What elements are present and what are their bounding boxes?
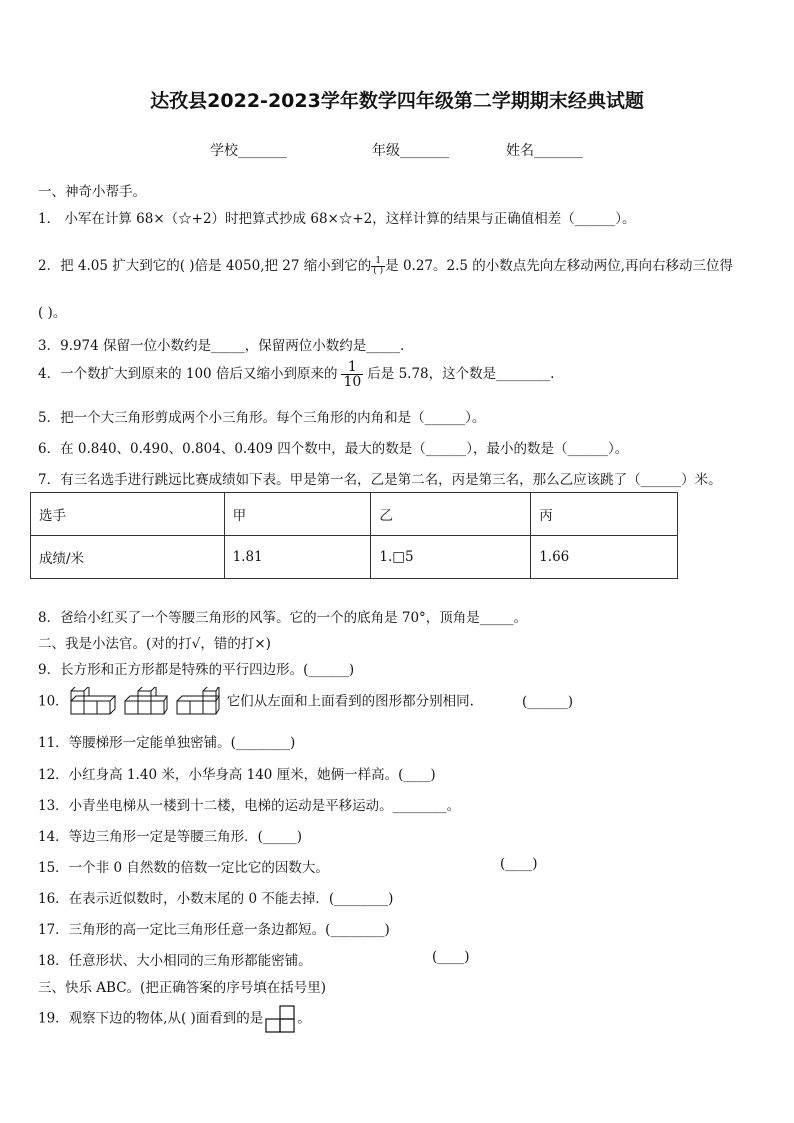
cube-figure-2-icon: [123, 687, 169, 717]
question-18: 18．任意形状、大小相同的三角形都能密铺。: [38, 953, 312, 969]
question-7: 7．有三名选手进行跳远比赛成绩如下表。甲是第一名，乙是第二名，丙是第三名，那么乙应该跳了（______）米。: [38, 472, 722, 488]
question-15-answer-blank: (____): [500, 856, 538, 872]
question-2: [38, 254, 733, 276]
question-10-answer-blank: (______): [522, 694, 574, 710]
name-field: 姓名_______: [506, 143, 583, 159]
question-19: [38, 1005, 311, 1033]
table-header-cell: 丙: [531, 493, 678, 536]
question-3: 3．9.974 保留一位小数约是_____，保留两位小数约是_____.: [38, 338, 405, 354]
cube-figures: [69, 687, 227, 717]
question-9: 9．长方形和正方形都是特殊的平行四边形。(______): [38, 662, 355, 678]
question-2-fraction: [371, 257, 385, 276]
question-17: 17．三角形的高一定比三角形任意一条边都短。(________): [38, 922, 390, 938]
table-cell: 成绩/米: [31, 536, 225, 579]
school-field: 学校_______: [210, 143, 287, 159]
question-8: 8．爸给小红买了一个等腰三角形的风筝。它的一个的底角是 70°，顶角是_____。: [38, 610, 528, 626]
question-4-fraction-denominator: 10: [343, 374, 362, 390]
question-4-fraction: [341, 360, 363, 389]
page-title: 达孜县2022-2023学年数学四年级第二学期期末经典试题: [150, 90, 644, 112]
question-2-continued: ( )。: [38, 305, 67, 321]
table-cell: 1.81: [224, 536, 371, 579]
question-2-part-a: 2．把 4.05 扩大到它的( )倍是 4050,把 27 缩小到它的: [38, 258, 372, 274]
question-14: 14．等边三角形一定是等腰三角形．(_____): [38, 829, 302, 845]
question-12: 12．小红身高 1.40 米，小华身高 140 厘米，她俩一样高。(____): [38, 767, 436, 783]
question-1: 1． 小军在计算 68×（☆+2）时把算式抄成 68×☆+2，这样计算的结果与正确值相差（______）。: [38, 211, 636, 227]
question-4-part-a: 4．一个数扩大到原来的 100 倍后又缩小到原来的: [38, 366, 338, 382]
section-2-heading: 二、我是小法官。(对的打√，错的打×): [38, 636, 271, 652]
table-row: [31, 536, 678, 579]
section-1-heading: 一、神奇小帮手。: [38, 184, 146, 200]
question-11: 11．等腰梯形一定能单独密铺。(________): [38, 735, 296, 751]
table-header-row: [31, 493, 678, 536]
question-10: [38, 687, 474, 717]
question-6: 6．在 0.840、0.490、0.804、0.409 四个数中，最大的数是（______），最小的数是（______）。: [38, 441, 629, 457]
question-16: 16．在表示近似数时，小数末尾的 0 不能去掉．(________): [38, 891, 394, 907]
score-table: [30, 492, 678, 579]
table-header-cell: 选手: [31, 493, 225, 536]
question-10-text: 它们从左面和上面看到的图形都分别相同.: [226, 693, 474, 710]
question-19-part-b: 。: [297, 1010, 311, 1027]
question-4-part-b: 后是 5.78，这个数是________.: [367, 366, 555, 382]
question-4-fraction-numerator: 1: [341, 360, 363, 375]
table-cell: 1.66: [531, 536, 678, 579]
question-4: [38, 360, 554, 389]
table-cell: 1.□5: [371, 536, 531, 579]
table-header-cell: 乙: [371, 493, 531, 536]
section-3-heading: 三、快乐 ABC。(把正确答案的序号填在括号里): [38, 980, 327, 996]
question-13: 13．小青坐电梯从一楼到十二楼，电梯的运动是平移运动。________。: [38, 798, 461, 814]
question-10-number: 10．: [38, 693, 69, 710]
question-18-answer-blank: (____): [432, 949, 470, 965]
question-2-fraction-numerator: 1: [371, 257, 385, 267]
question-2-fraction-denominator: ( ): [373, 266, 384, 276]
cube-figure-1-icon: [69, 687, 117, 717]
cube-figure-3-icon: [175, 687, 221, 717]
table-header-cell: 甲: [224, 493, 371, 536]
question-19-part-a: 19．观察下边的物体,从( )面看到的是: [38, 1010, 264, 1027]
question-5: 5．把一个大三角形剪成两个小三角形。每个三角形的内角和是（______）。: [38, 410, 486, 426]
question-2-part-b: 是 0.27。2.5 的小数点先向左移动两位,再向右移动三位得: [385, 258, 734, 274]
question-15: 15．一个非 0 自然数的倍数一定比它的因数大。: [38, 860, 329, 876]
view-shape-icon: [263, 1005, 297, 1033]
grade-field: 年级_______: [372, 143, 449, 159]
